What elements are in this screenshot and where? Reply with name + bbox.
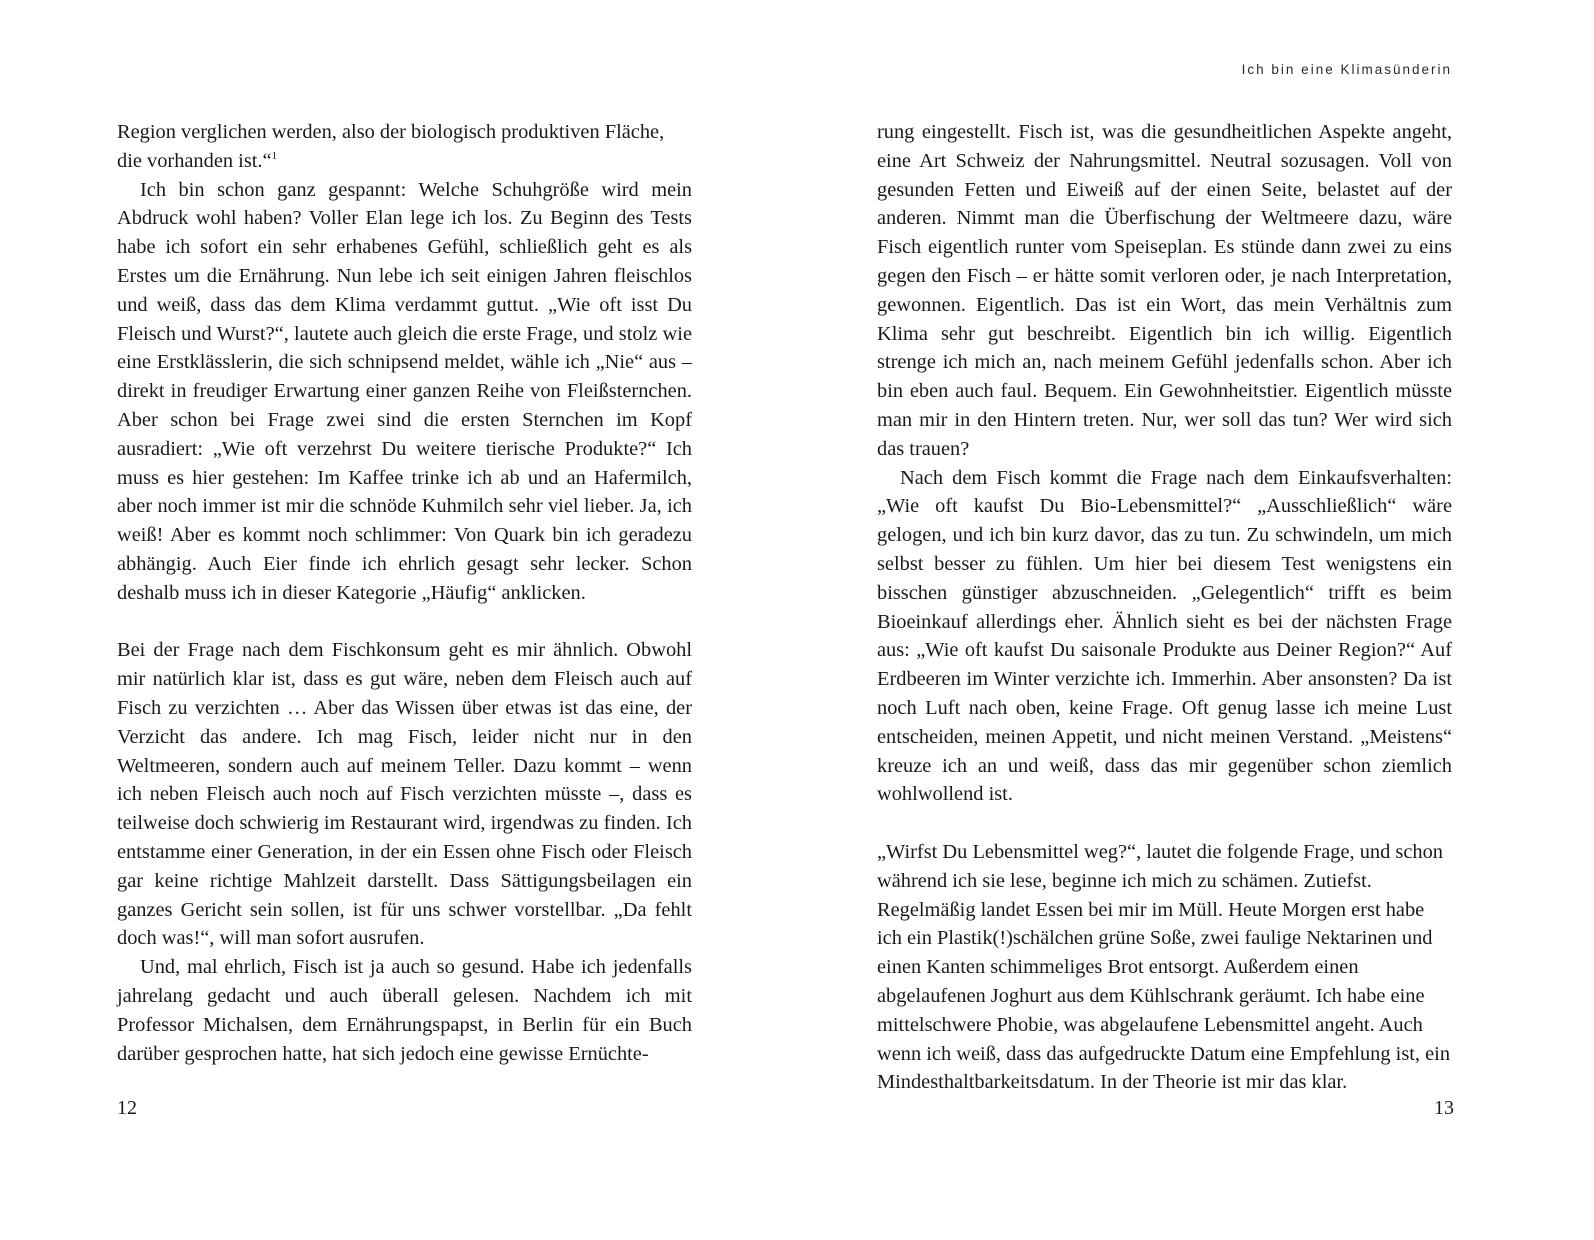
paragraph: Nach dem Fisch kommt die Frage nach dem Einkaufsverhalten: „Wie oft kaufst Du Bio-Lebensmittel?“ „Ausschließlich“ wäre gelogen, und ich bin kurz davor, das zu tun. Zu schwindeln, um mich selbst besser zu fühlen. Um hier bei diesem Test wenigstens ein bisschen günstiger abzuschneiden. „Gelegentlich“ trifft es beim Bioeinkauf allerdings eher. Ähnlich sieht es bei der nächsten Frage aus: „Wie oft kaufst Du saisonale Produkte aus Deiner Region?“ Auf Erdbeeren im Winter verzichte ich. Immerhin. Aber ansonsten? Da ist noch Luft nach oben, keine Frage. Oft genug lasse ich meine Lust entscheiden, meinen Appetit, und nicht meinen Verstand. „Meistens“ kreuze ich an und weiß, dass das mir gegenüber schon ziemlich wohlwollend ist.: [877, 466, 1452, 806]
running-head: Ich bin eine Klimasünderin: [1241, 62, 1452, 77]
footnote-marker: 1: [271, 150, 278, 162]
page-number: 12: [117, 1097, 137, 1119]
page-number: 13: [1434, 1097, 1454, 1119]
left-page-body: [117, 118, 692, 1068]
paragraph-text: Region verglichen werden, also der biologisch produktiven Fläche, die vorhanden ist.“: [117, 121, 665, 172]
paragraph: „Wirfst Du Lebensmittel weg?“, lautet die folgende Frage, und schon während ich sie lese, beginne ich mich zu schämen. Zutiefst. Regelmäßig landet Essen bei mir im Müll. Heute Morgen erst habe ich ein Plastik(!)schälchen grüne Soße, zwei faulige Nektarinen und einen Kanten schimmeliges Brot entsorgt. Außerdem einen abgelaufenen Joghurt aus dem Kühlschrank geräumt. Ich habe eine mittelschwere Phobie, was abgelaufene Lebensmittel angeht. Auch wenn ich weiß, dass das aufgedruckte Datum eine Empfehlung ist, ein Mindesthaltbarkeitsdatum. In der Theorie ist mir das klar.: [877, 840, 1451, 1094]
right-page-body: [877, 118, 1452, 1097]
paragraph: Ich bin schon ganz gespannt: Welche Schuhgröße wird mein Abdruck wohl haben? Voller Elan lege ich los. Zu Beginn des Tests habe ich sofort ein sehr erhabenes Gefühl, schließlich geht es als Erstes um die Ernährung. Nun lebe ich seit einigen Jahren fleischlos und weiß, dass das dem Klima verdammt guttut. „Wie oft isst Du Fleisch und Wurst?“, lautete auch gleich die erste Frage, und stolz wie eine Erstklässlerin, die sich schnipsend meldet, wähle ich „Nie“ aus – direkt in freudiger Erwartung einer ganzen Reihe von Fleißsternchen. Aber schon bei Frage zwei sind die ersten Sternchen im Kopf ausradiert: „Wie oft verzehrst Du weitere tierische Produkte?“ Ich muss es hier gestehen: Im Kaffee trinke ich ab und an Hafermilch, aber noch immer ist mir die schnöde Kuhmilch sehr viel lieber. Ja, ich weiß! Aber es kommt noch schlimmer: Von Quark bin ich geradezu abhängig. Auch Eier finde ich ehrlich gesagt sehr lecker. Schon deshalb muss ich in dieser Kategorie „Häufig“ anklicken.: [117, 178, 692, 604]
paragraph: [117, 118, 692, 176]
paragraph: rung eingestellt. Fisch ist, was die gesundheitlichen Aspekte angeht, eine Art Schweiz der Nahrungsmittel. Neutral sozusagen. Voll von gesunden Fetten und Eiweiß auf der einen Seite, belastet auf der anderen. Nimmt man die Überfischung der Weltmeere dazu, wäre Fisch eigentlich runter vom Speiseplan. Es stünde dann zwei zu eins gegen den Fisch – er hätte somit verloren oder, je nach Interpretation, gewonnen. Eigentlich. Das ist ein Wort, das mein Verhältnis zum Klima sehr gut beschreibt. Eigentlich bin ich willig. Eigentlich strenge ich mich an, nach meinem Gefühl jedenfalls schon. Aber ich bin eben auch faul. Bequem. Ein Gewohnheitstier. Eigentlich müsste man mir in den Hintern treten. Nur, wer soll das tun? Wer wird sich das trauen?: [877, 121, 1452, 460]
paragraph: Bei der Frage nach dem Fischkonsum geht es mir ähnlich. Obwohl mir natürlich klar ist, dass es gut wäre, neben dem Fleisch auch auf Fisch zu verzichten … Aber das Wissen über etwas ist das eine, der Verzicht das andere. Ich mag Fisch, leider nicht nur in den Weltmeeren, sondern auch auf meinem Teller. Dazu kommt – wenn ich neben Fleisch auch noch auf Fisch verzichten müsste –, dass es teilweise doch schwierig im Restaurant wird, irgendwas zu finden. Ich entstamme einer Generation, in der ein Essen ohne Fisch oder Fleisch gar keine richtige Mahlzeit darstellt. Dass Sättigungsbeilagen ein ganzes Gericht sein sollen, ist für uns schwer vorstellbar. „Da fehlt doch was!“, will man sofort ausrufen.: [117, 639, 692, 950]
paragraph: Und, mal ehrlich, Fisch ist ja auch so gesund. Habe ich jedenfalls jahrelang gedacht und auch überall gelesen. Nachdem ich mit Professor Michalsen, dem Ernährungspapst, in Berlin für ein Buch darüber gesprochen hatte, hat sich jedoch eine gewisse Ernüchte-: [117, 956, 692, 1065]
right-page: [797, 0, 1594, 1240]
